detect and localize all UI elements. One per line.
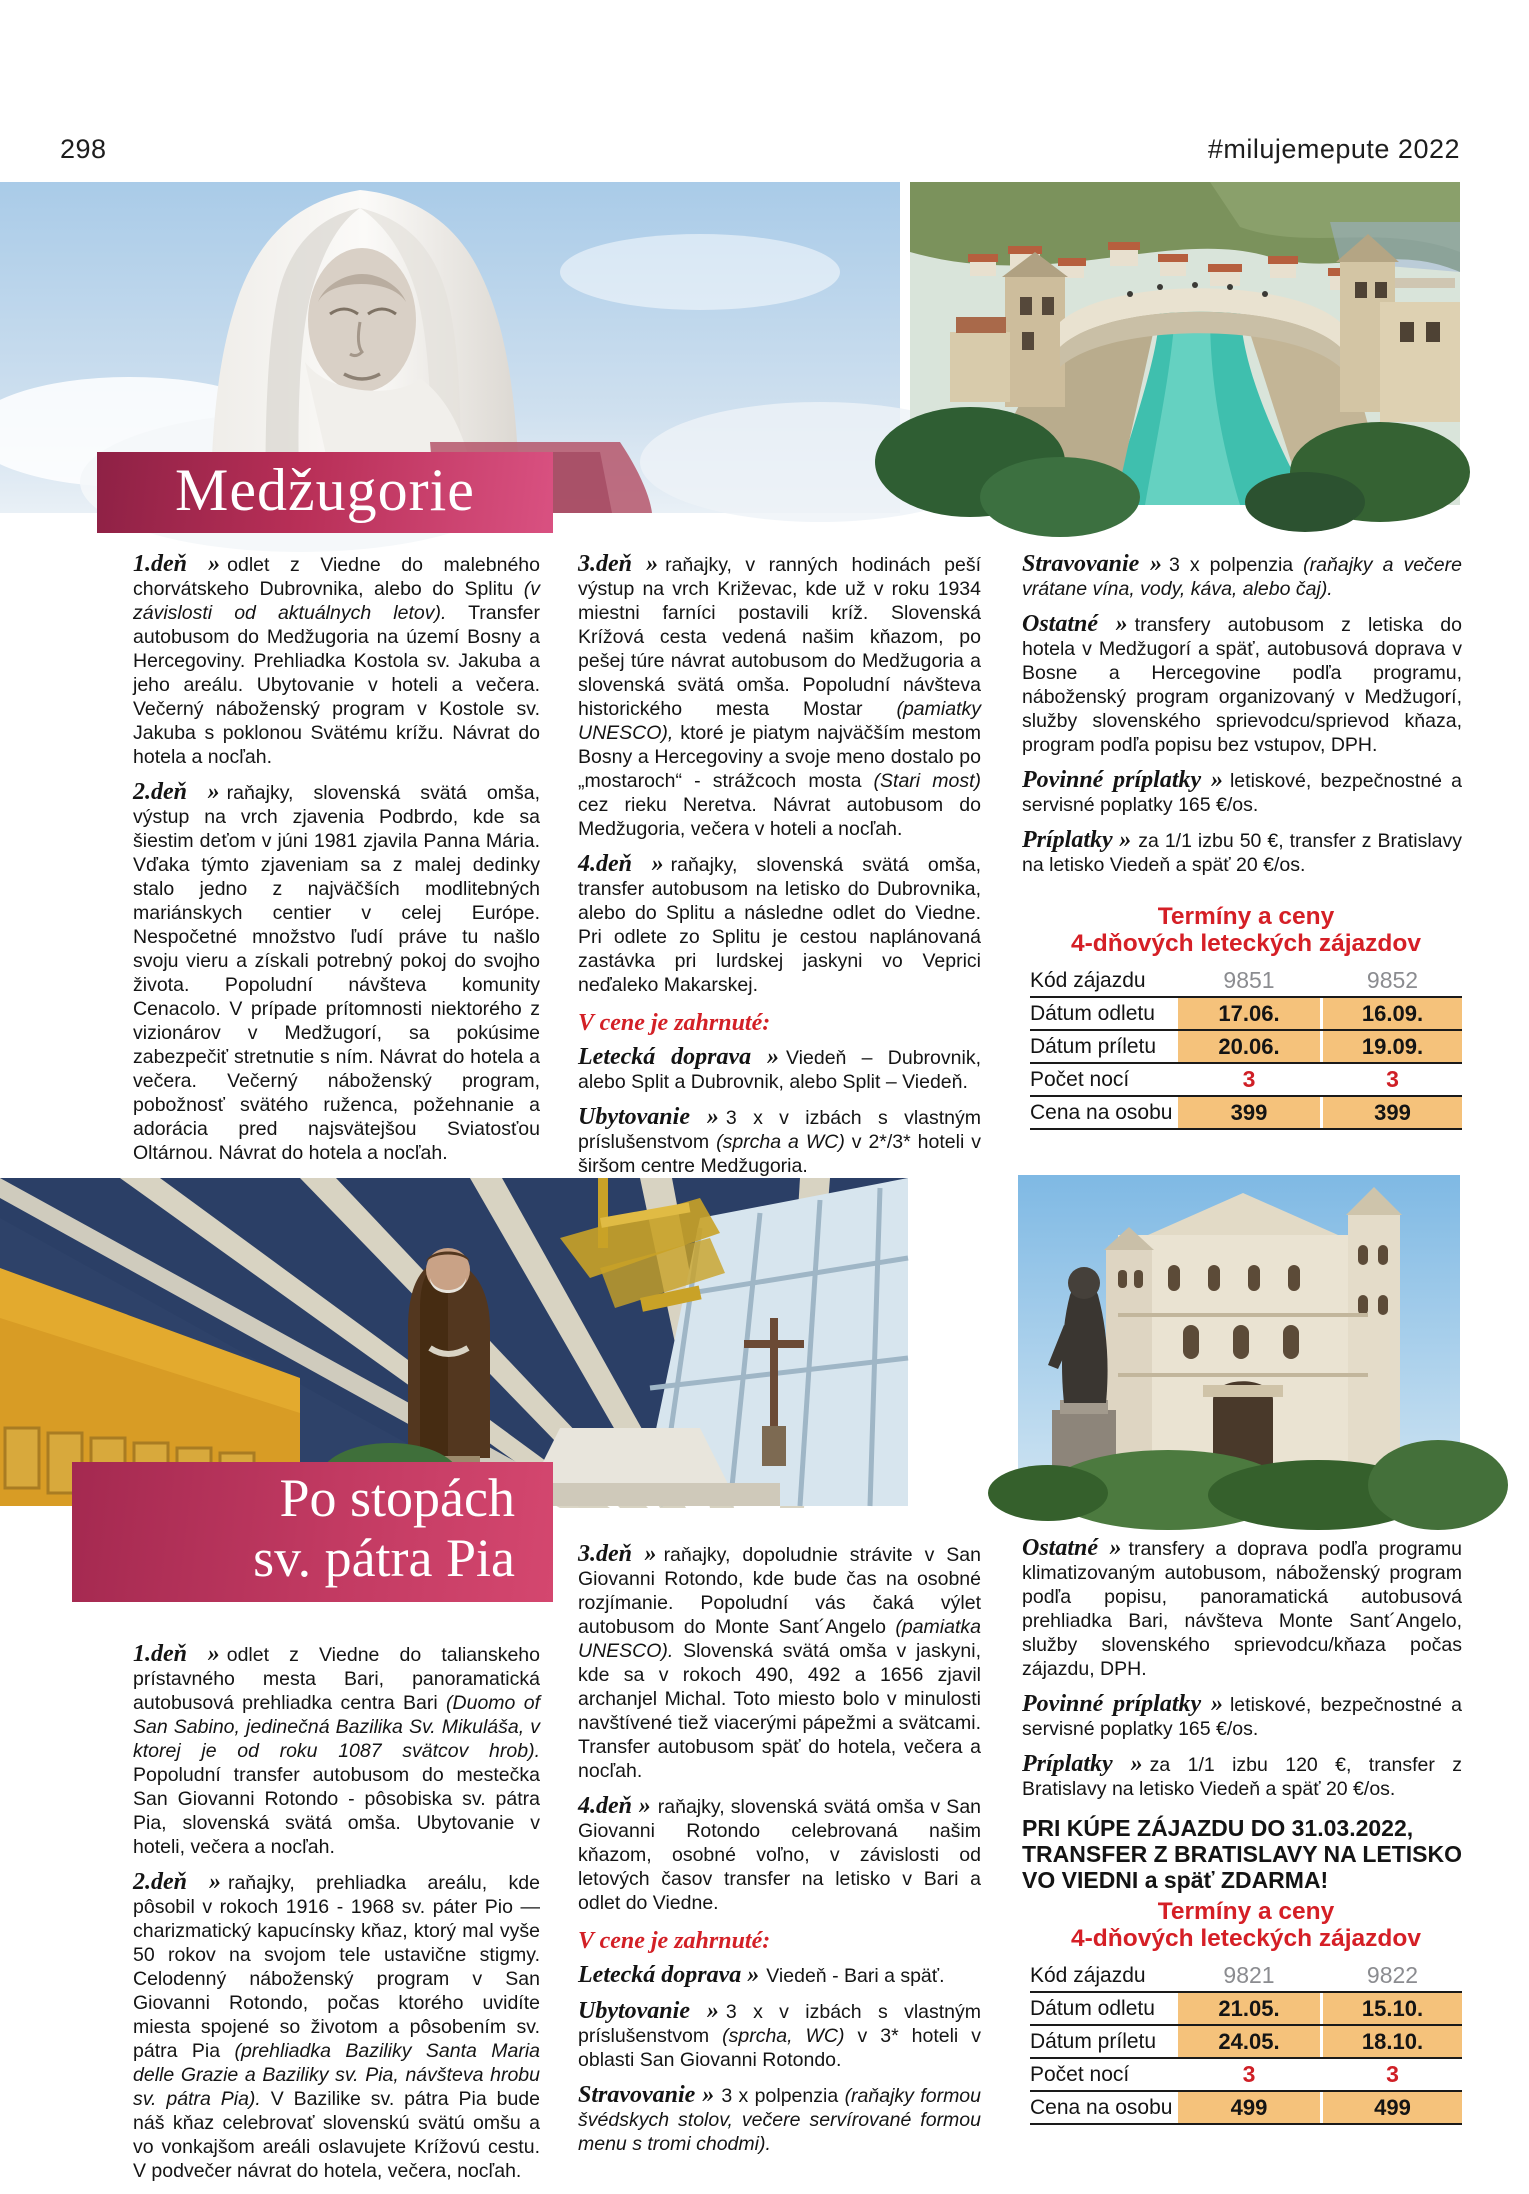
table-row: Cena na osobu 499 499 <box>1030 2092 1462 2125</box>
table-row: Počet nocí 3 3 <box>1030 2059 1462 2092</box>
price-table-title: Termíny a ceny 4-dňových leteckých zájazdov <box>1071 903 1421 957</box>
included-item: Letecká doprava » Viedeň - Bari a späť. <box>578 1962 945 1988</box>
section-title-banner-medzugorie <box>97 452 553 533</box>
table-row: Dátum príletu 20.06. 19.09. <box>1030 1031 1462 1064</box>
padre-pio-column-1 <box>133 1642 540 2194</box>
included-heading: V cene je zahrnuté: <box>578 1928 771 1954</box>
day-label: 2.deň » <box>133 779 220 805</box>
table-row: Dátum príletu 24.05. 18.10. <box>1030 2026 1462 2059</box>
included-item: Letecká doprava » Viedeň – Dubrovnik, alebo Split a Dubrovnik, alebo Split – Viedeň. <box>578 1044 981 1093</box>
item-label: Stravovanie » <box>578 2082 715 2108</box>
medzugorie-column-2 <box>578 552 981 1189</box>
table-row: Kód zájazdu 9821 9822 <box>1030 1960 1462 1993</box>
padre-pio-column-3 <box>1022 1536 1462 1904</box>
day-label: 1.deň » <box>133 551 221 577</box>
day-paragraph: 4.deň » raňajky, slovenská svätá omša, transfer autobusom na letisko do Dubrovnika, alebo do Splitu a následne odlet do Viedne. Pri odlete zo Splitu je cestou naplánovaná zastávka pri lurdskej jaskyni vo Veprici neďaleko Makarskej. <box>578 851 981 996</box>
included-item: Stravovanie » 3 x polpenzia (raňajky formou švédskych stolov, večere servírované formou menu s tromi chodmi). <box>578 2082 981 2155</box>
day-paragraph: 3.deň » raňajky, dopoludnie strávite v San Giovanni Rotondo, kde bude čas na osobné rozjímanie. Popoludní vás čaká výlet autobusom do Monte Sant´Angelo (pamiatka UNESCO). Slovenská svätá omša v jaskyni, kde sa v rokoch 490, 492 a 1656 zjavil archanjel Michal. Toto miesto bolo v minulosti navštívené tiež viacerými pápežmi a svätcami. Transfer autobusom späť do hotela, večera a nocľah. <box>578 1541 981 1782</box>
medzugorie-column-3 <box>1022 552 1462 888</box>
day-paragraph: 2.deň » raňajky, slovenská svätá omša, výstup na vrch zjavenia Podbrdo, kde sa šiestim deťom v júni 1981 zjavila Panna Mária. Vďaka týmto zjaveniam sa z malej dedinky stalo jedno z najväčších modlitebných mariánskych centier v celej Európe. Nespočetné množstvo ľudí práve tu našlo svoju vieru a získali potrebný pokoj do svojho života. Popoludní návšteva komunity Cenacolo. V prípade prítomnosti niektorého z vizionárov v Medžugorí, sa pokúsime zabezpečiť stretnutie s ním. Návrat do hotela a večera. Večerný náboženský program, pobožnosť svätého ruženca, požehnanie a adorácia pred najsvätejšou Sviatosťou Oltárnou. Návrat do hotela a nocľah. <box>133 779 540 1164</box>
price-table-medzugorie <box>1030 903 1462 1130</box>
item-label: Príplatky » <box>1022 1751 1143 1777</box>
table-row: Počet nocí 3 3 <box>1030 1064 1462 1097</box>
item-label: Letecká doprava » <box>578 1044 780 1070</box>
day-label: 4.deň » <box>578 1793 651 1819</box>
day-paragraph: 1.deň » odlet z Viedne do malebného chorvátskeho Dubrovnika, alebo do Splitu (v závislosti od aktuálnych letov). Transfer autobusom do Medžugoria na území Bosny a Hercegoviny. Prehliadka Kostola sv. Jakuba a jeho areálu. Ubytovanie v hoteli a večera. Večerný náboženský program v Kostole sv. Jakuba s poklonou Svätému krížu. Návrat do hotela a nocľah. <box>133 551 541 768</box>
day-label: 3.deň » <box>578 1541 657 1567</box>
padre-pio-column-2 <box>578 1542 981 2167</box>
info-item: Príplatky » za 1/1 izbu 120 €, transfer z Bratislavy na letisko Viedeň a späť 20 €/os. <box>1022 1751 1463 1800</box>
info-item: Ostatné » transfery autobusom z letiska do hotela v Medžugorí a späť, autobusová doprava v Bosne a Hercegovine podľa programu, náboženský program organizovaný v Medžugorí, služby slovenského sprievodcu/sprievod kňaza, program podľa popisu bez vstupov, DPH. <box>1022 611 1462 756</box>
info-item: Povinné príplatky » letiskové, bezpečnostné a servisné poplatky 165 €/os. <box>1022 1691 1462 1740</box>
price-table-title: Termíny a ceny 4-dňových leteckých zájazdov <box>1071 1898 1421 1952</box>
photo-mostar-bridge <box>910 182 1460 505</box>
item-label: Povinné príplatky » <box>1022 1691 1223 1717</box>
medzugorie-column-1 <box>133 552 540 1176</box>
included-item: Ubytovanie » 3 x v izbách s vlastným príslušenstvom (sprcha, WC) v 3* hoteli v oblasti San Giovanni Rotondo. <box>578 1998 981 2071</box>
day-paragraph: 2.deň » raňajky, prehliadka areálu, kde pôsobil v rokoch 1916 - 1968 sv. páter Pio — charizmatický kapucínsky kňaz, ktorý mal vyše 50 rokov na svojom tele ustavične stigmy. Celodenný náboženský program v San Giovanni Rotondo, počas ktorého uvidíte miesta spojené so životom a pôsobením sv. pátra Pia (prehliadka Baziliky Santa Maria delle Grazie a Baziliky sv. Pia, návšteva hrobu sv. pátra Pia). V Bazilike sv. pátra Pia bude náš kňaz celebrovať slovenskú svätú omšu a vo vonkajšom areáli oslavujete Krížovú cestu. V podvečer návrat do hotela, večera, nocľah. <box>133 1869 541 2182</box>
section-title-banner-padre-pio <box>72 1462 553 1602</box>
day-label: 2.deň » <box>133 1869 221 1895</box>
day-paragraph: 4.deň » raňajky, slovenská svätá omša v San Giovanni Rotondo celebrovaná našim kňazom, osobné voľno, v závislosti od letových časov transfer na letisko v Bari a odlet do Viedne. <box>578 1793 982 1914</box>
info-item: Príplatky » za 1/1 izbu 50 €, transfer z Bratislavy na letisko Viedeň a späť 20 €/os. <box>1022 827 1462 876</box>
table-row: Cena na osobu 399 399 <box>1030 1097 1462 1130</box>
info-item: Povinné príplatky » letiskové, bezpečnostné a servisné poplatky 165 €/os. <box>1022 767 1462 816</box>
info-item: Stravovanie » 3 x polpenzia (raňajky a večere vrátane vína, vody, káva, alebo čaj). <box>1022 551 1462 600</box>
mostar-illustration <box>910 182 1460 505</box>
info-item: Ostatné » transfery a doprava podľa programu klimatizovaným autobusom, náboženský program podľa popisu, panoramatická autobusová prehliadka Bari, návšteva Monte Sant´Angelo, služby slovenského sprievodcu/kňaza počas zájazdu, DPH. <box>1022 1535 1462 1680</box>
item-label: Povinné príplatky » <box>1022 767 1223 793</box>
day-label: 4.deň » <box>578 851 664 877</box>
table-row: Dátum odletu 17.06. 16.09. <box>1030 998 1462 1031</box>
item-label: Stravovanie » <box>1022 551 1162 577</box>
brand-hashtag: #milujemepute 2022 <box>1207 134 1460 164</box>
item-label: Ubytovanie » <box>578 1104 719 1130</box>
table-row: Dátum odletu 21.05. 15.10. <box>1030 1993 1462 2026</box>
item-label: Ostatné » <box>1022 1535 1122 1561</box>
church-interior-illustration <box>0 1178 908 1506</box>
included-heading: V cene je zahrnuté: <box>578 1010 771 1036</box>
item-label: Ubytovanie » <box>578 1998 719 2024</box>
basilica-illustration <box>1018 1175 1460 1500</box>
day-paragraph: 3.deň » raňajky, v ranných hodinách peší výstup na vrch Križevac, kde už v roku 1934 miestni farníci postavili kríž. Slovenská Krížová cesta vedená našim kňazom, po pešej túre návrat autobusom do Medžugoria a slovenská svätá omša. Popoludní návšteva historického mesta Mostar (pamiatky UNESCO), ktoré je piatym najväčším mestom Bosny a Hercegoviny a svoje meno dostalo po „mostaroch“ - strážcoch mosta (Stari most) cez rieku Neretva. Návrat autobusom do Medžugoria, večera v hoteli a nocľah. <box>578 551 982 840</box>
day-paragraph: 1.deň » odlet z Viedne do talianskeho prístavného mesta Bari, panoramatická autobusová prehliadka centra Bari (Duomo of San Sabino, jedinečná Bazilika Sv. Mikuláša, v ktorej je od roku 1087 svätcov hrob). Popoludní transfer autobusom do mestečka San Giovanni Rotondo - pôsobiska sv. pátra Pia, slovenská svätá omša. Ubytovanie v hoteli, večera a nocľah. <box>133 1641 540 1858</box>
page-number: 298 <box>60 134 107 164</box>
section-title-medzugorie: Medžugorie <box>175 457 475 523</box>
photo-san-giovanni-rotondo-church <box>0 1178 908 1506</box>
section-title-line1: Po stopách <box>279 1468 515 1528</box>
day-label: 1.deň » <box>133 1641 220 1667</box>
section-title-line2: sv. pátra Pia <box>253 1528 515 1588</box>
day-label: 3.deň » <box>578 551 659 577</box>
item-label: Príplatky » <box>1022 827 1132 853</box>
item-label: Ostatné » <box>1022 611 1128 637</box>
table-row: Kód zájazdu 9851 9852 <box>1030 965 1462 998</box>
photo-bari-basilica <box>1018 1175 1460 1500</box>
included-item: Ubytovanie » 3 x v izbách s vlastným príslušenstvom (sprcha a WC) v 2*/3* hoteli v širšom centre Medžugoria. <box>578 1104 981 1177</box>
promo-note: PRI KÚPE ZÁJAZDU DO 31.03.2022, TRANSFER Z BRATISLAVY NA LETISKO VO VIEDNI a späť ZDARMA! <box>1022 1815 1462 1893</box>
price-table-padre-pio <box>1030 1898 1462 2125</box>
item-label: Letecká doprava » <box>578 1962 760 1988</box>
